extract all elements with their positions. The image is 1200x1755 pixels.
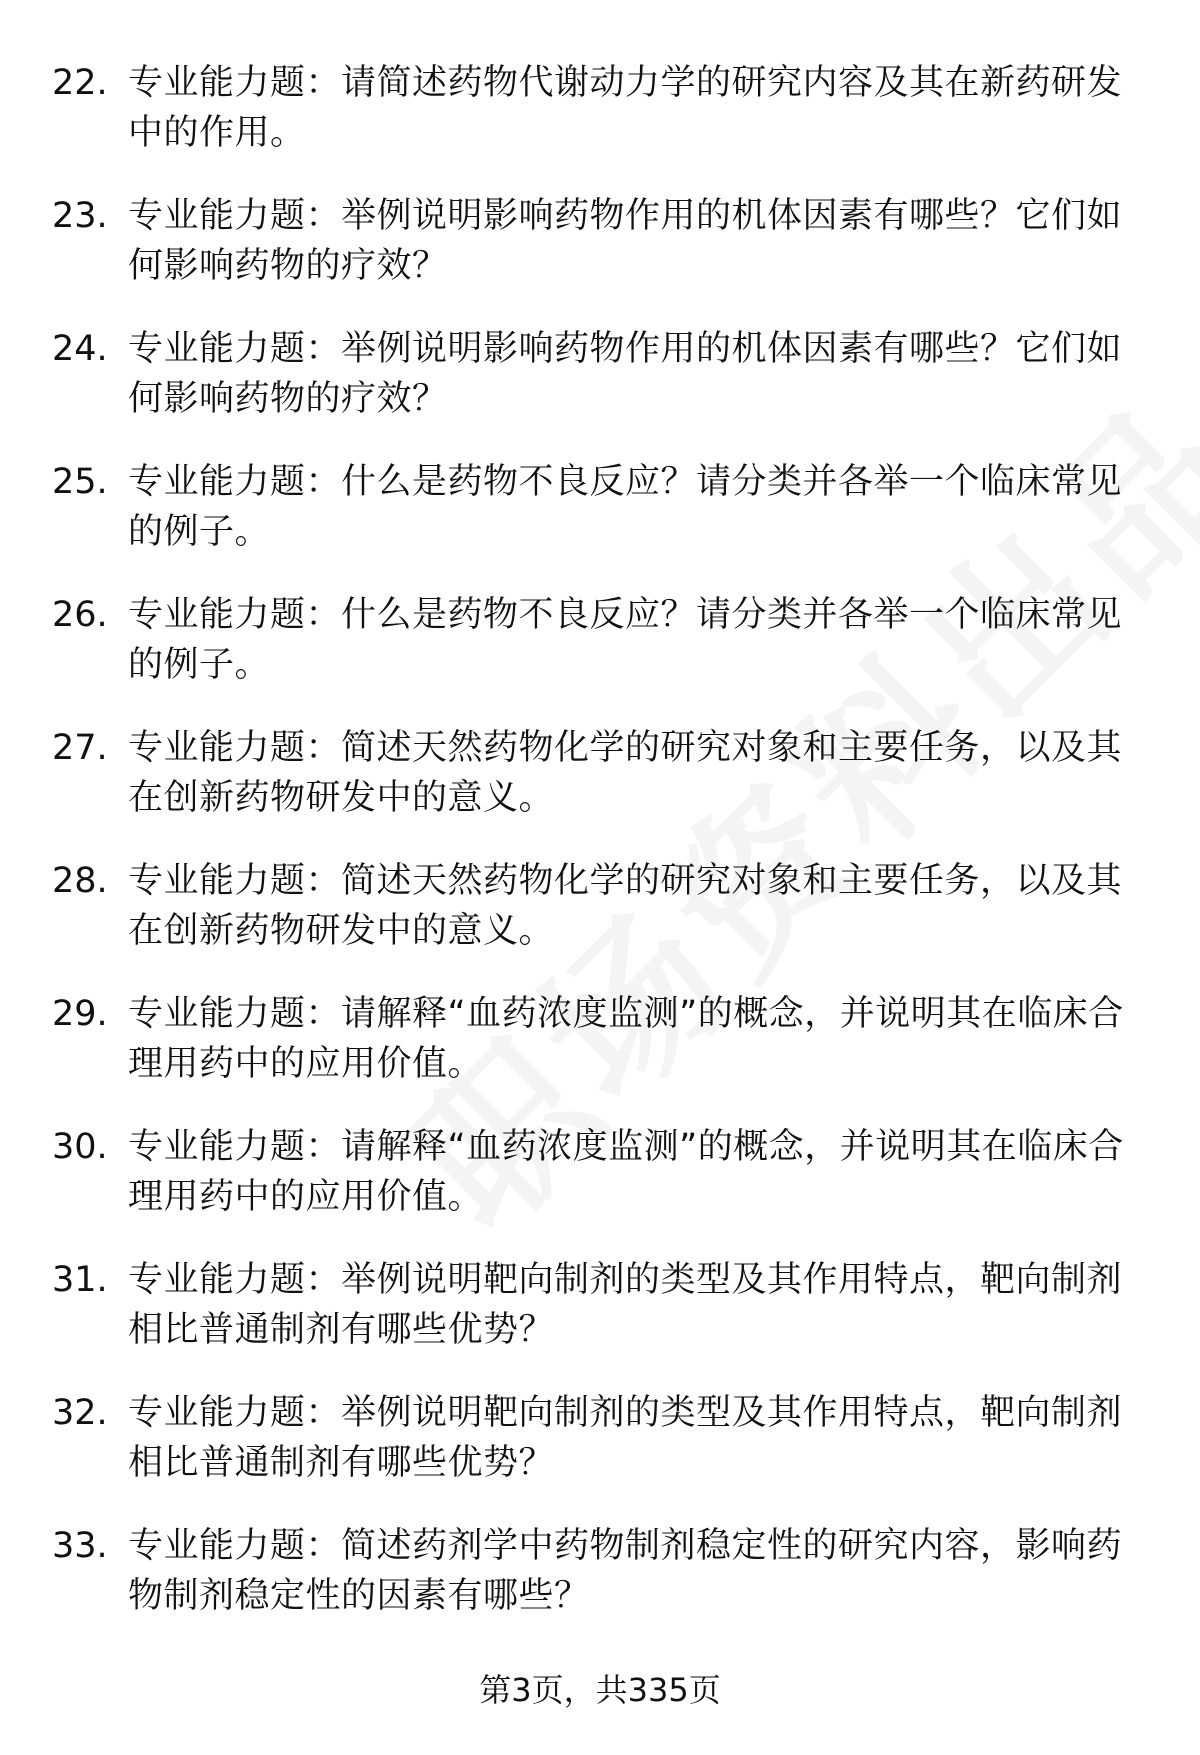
question-list [0,58,1200,1654]
question-item [0,457,1200,590]
question-text: 专业能力题：请解释“血药浓度监测”的概念，并说明其在临床合理用药中的应用价值。 [128,1127,1124,1217]
question-number: 28. [52,861,108,901]
question-number: 32. [52,1393,108,1433]
question-item [0,1255,1200,1388]
question-text: 专业能力题：举例说明靶向制剂的类型及其作用特点，靶向制剂相比普通制剂有哪些优势？ [128,1393,1123,1483]
question-number: 33. [52,1526,108,1566]
question-text: 专业能力题：什么是药物不良反应？请分类并各举一个临床常见的例子。 [128,595,1123,685]
question-text: 专业能力题：什么是药物不良反应？请分类并各举一个临床常见的例子。 [128,462,1123,552]
question-item [0,58,1200,191]
question-number: 25. [52,462,108,502]
question-item [0,590,1200,723]
question-number: 23. [52,196,108,236]
question-number: 30. [52,1127,108,1167]
question-item [0,856,1200,989]
question-item [0,191,1200,324]
question-item [0,1521,1200,1654]
question-number: 29. [52,994,108,1034]
question-text: 专业能力题：简述天然药物化学的研究对象和主要任务，以及其在创新药物研发中的意义。 [128,861,1123,951]
question-number: 22. [52,63,108,103]
question-number: 24. [52,329,108,369]
question-text: 专业能力题：请解释“血药浓度监测”的概念，并说明其在临床合理用药中的应用价值。 [128,994,1124,1084]
page-number-footer: 第3页，共335页 [479,1671,721,1709]
question-number: 27. [52,728,108,768]
question-item [0,723,1200,856]
question-text: 专业能力题：简述药剂学中药物制剂稳定性的研究内容，影响药物制剂稳定性的因素有哪些？ [128,1526,1123,1616]
question-text: 专业能力题：举例说明影响药物作用的机体因素有哪些？它们如何影响药物的疗效？ [128,196,1123,286]
question-text: 专业能力题：举例说明影响药物作用的机体因素有哪些？它们如何影响药物的疗效？ [128,329,1123,419]
question-text: 专业能力题：举例说明靶向制剂的类型及其作用特点，靶向制剂相比普通制剂有哪些优势？ [128,1260,1123,1350]
question-item [0,1388,1200,1521]
question-number: 26. [52,595,108,635]
question-text: 专业能力题：简述天然药物化学的研究对象和主要任务，以及其在创新药物研发中的意义。 [128,728,1123,818]
question-item [0,324,1200,457]
question-text: 专业能力题：请简述药物代谢动力学的研究内容及其在新药研发中的作用。 [128,63,1123,153]
question-item [0,1122,1200,1255]
question-number: 31. [52,1260,108,1300]
question-item [0,989,1200,1122]
